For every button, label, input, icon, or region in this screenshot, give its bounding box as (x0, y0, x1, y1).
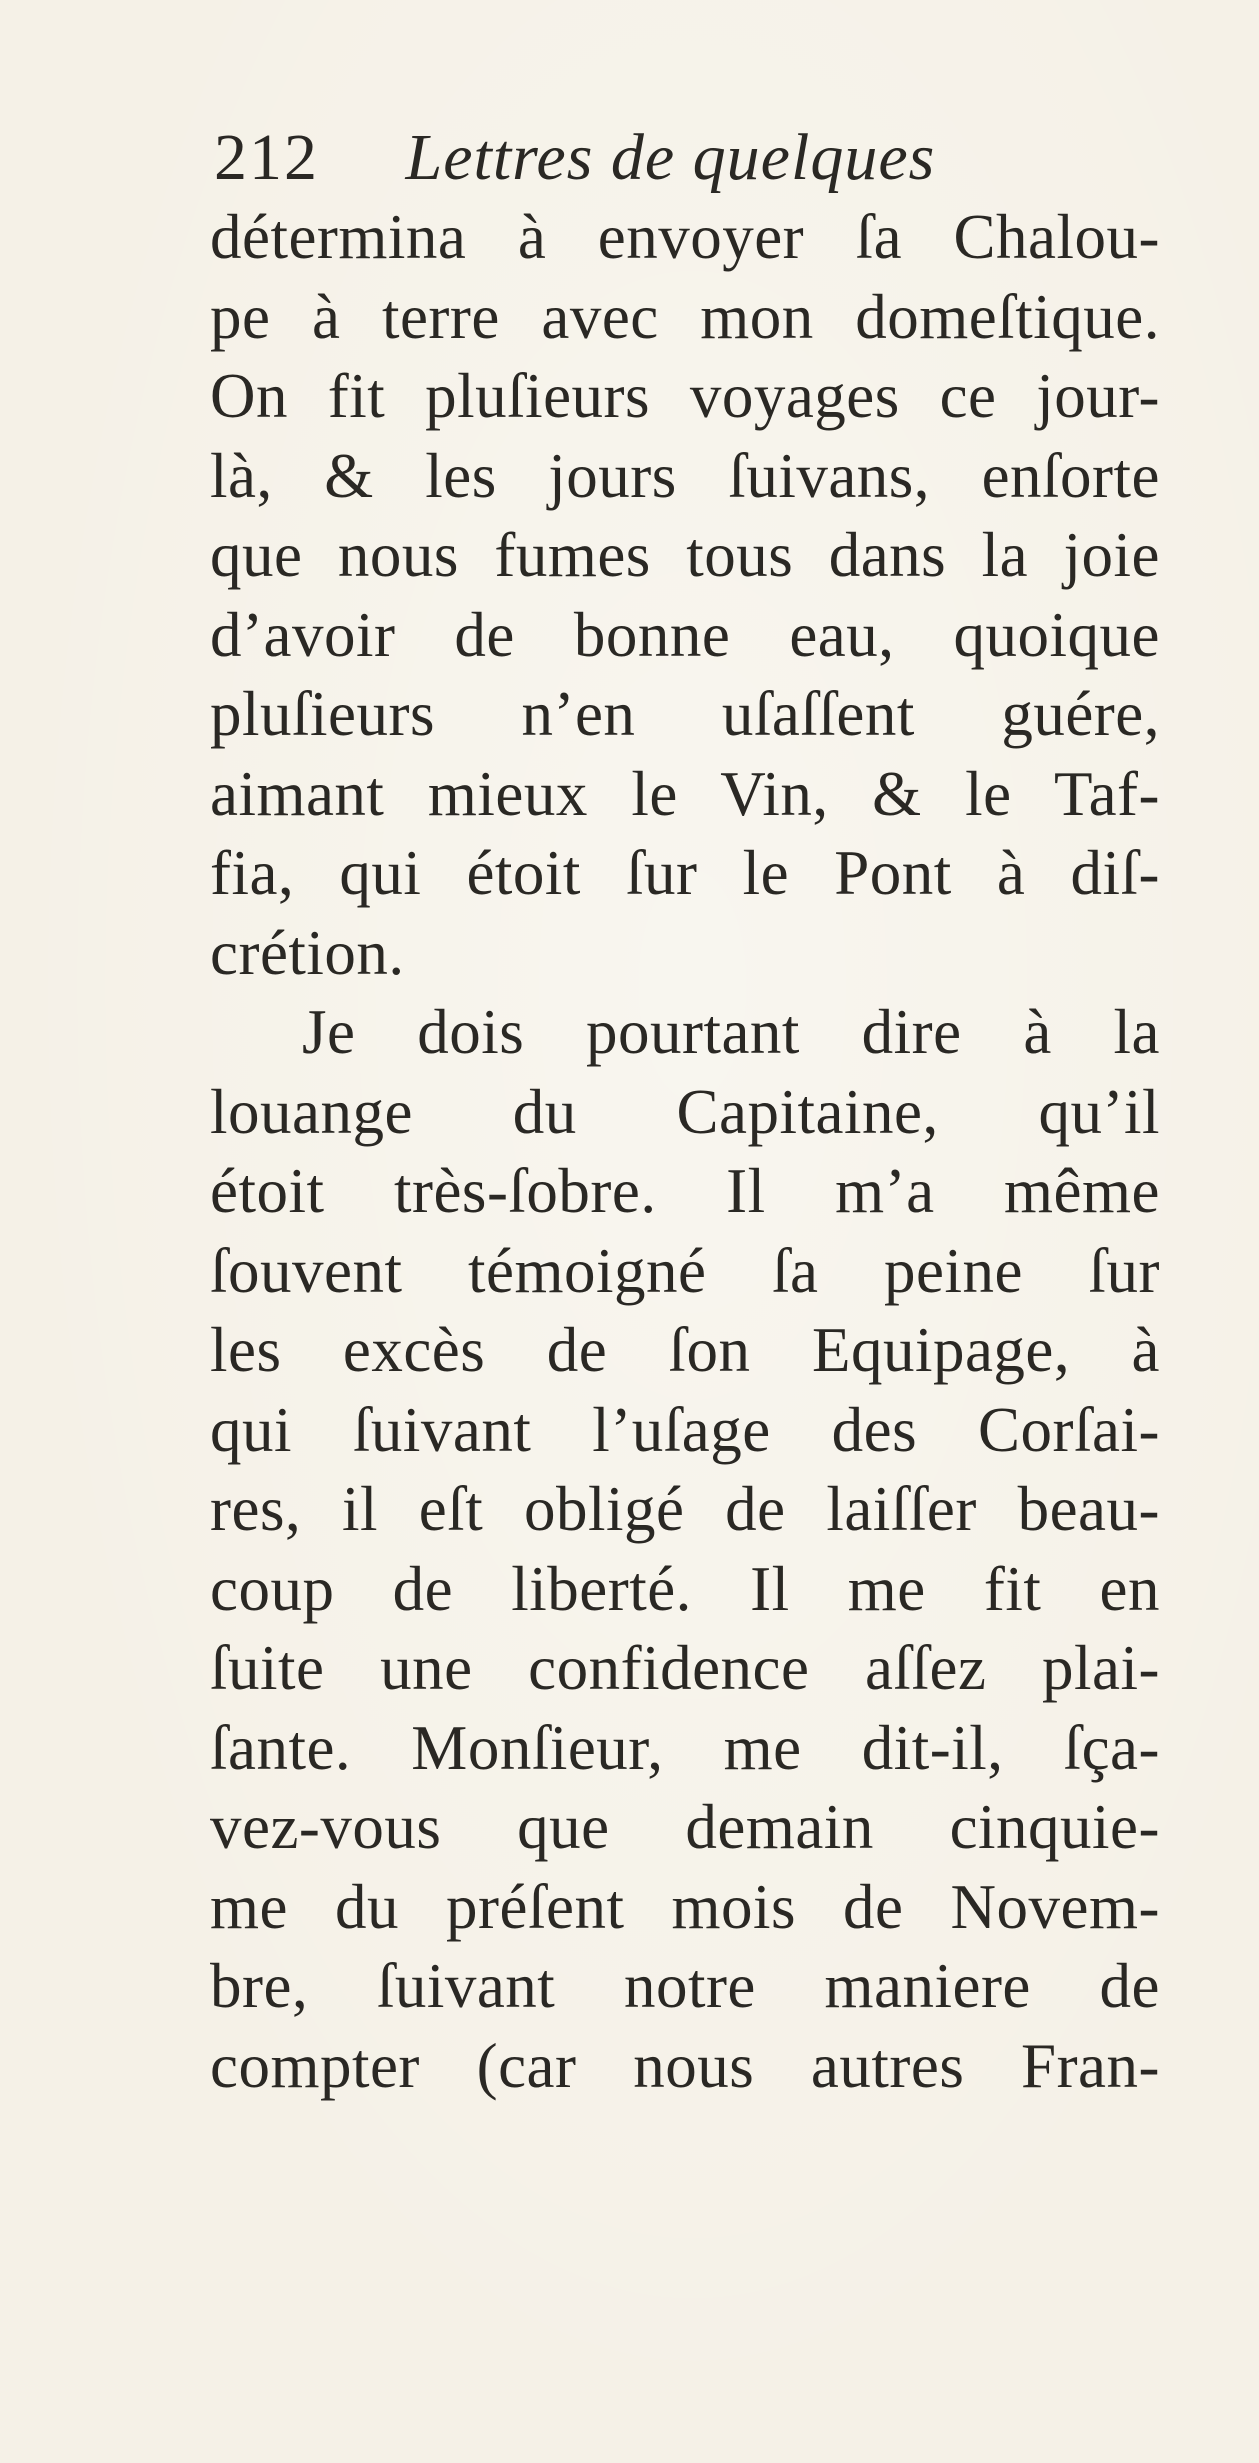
text-line: détermina à envoyer ſa Chalou- (210, 202, 1160, 272)
text-line: fia, qui étoit ſur le Pont à diſ- (210, 838, 1160, 908)
text-line: res, il eſt obligé de laiſſer beau- (210, 1474, 1160, 1544)
running-title: Lettres de quelques (405, 121, 936, 194)
text-line: que nous fumes tous dans la joie (210, 520, 1160, 590)
text-line: louange du Capitaine, qu’il (210, 1076, 1160, 1147)
running-head (214, 118, 1034, 198)
text-line: ſouvent témoigné ſa peine ſur (210, 1235, 1160, 1306)
text-line: compter (car nous autres Fran- (210, 2030, 1160, 2101)
body-text (210, 198, 1160, 2106)
paragraph-first-line: Je dois pourtant dire à la (302, 997, 1160, 1067)
text-line: coup de liberté. Il me fit en (210, 1553, 1160, 1624)
text-line: me du préſent mois de Novem- (210, 1871, 1160, 1942)
text-line: ſuite une confidence aſſez plai- (210, 1633, 1160, 1703)
text-line: crétion. (210, 917, 405, 988)
text-line: bre, ſuivant notre maniere de (210, 1951, 1160, 2021)
text-line: là, & les jours ſuivans, enſorte (210, 440, 1160, 511)
text-line: aimant mieux le Vin, & le Taf- (210, 758, 1160, 829)
page-number: 212 (214, 121, 319, 194)
text-line: ſante. Monſieur, me dit-il, ſça- (210, 1712, 1160, 1783)
text-line: les excès de ſon Equipage, à (210, 1315, 1160, 1385)
text-line: vez-vous que demain cinquie- (210, 1792, 1160, 1862)
text-line: qui ſuivant l’uſage des Corſai- (210, 1394, 1160, 1465)
text-line: étoit très-ſobre. Il m’a même (210, 1156, 1160, 1226)
text-line: pluſieurs n’en uſaſſent guére, (210, 679, 1160, 749)
text-line: pe à terre avec mon domeſtique. (210, 281, 1160, 352)
text-line: d’avoir de bonne eau, quoique (210, 599, 1160, 670)
text-line: On fit pluſieurs voyages ce jour- (210, 361, 1160, 431)
